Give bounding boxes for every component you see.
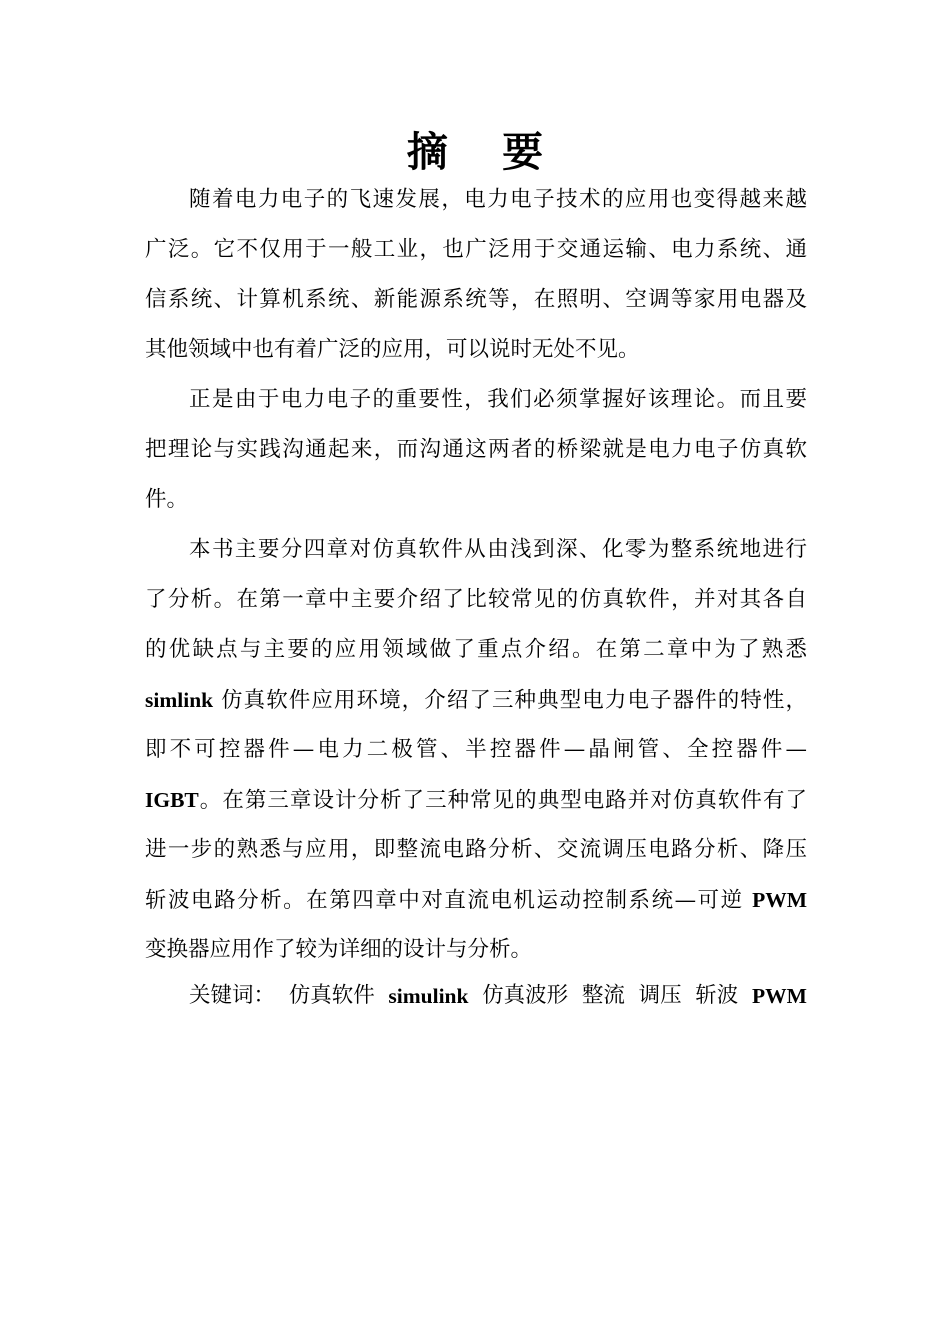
paragraph-2-line: 件。 bbox=[145, 487, 189, 512]
keyword: 调压 bbox=[638, 983, 682, 1008]
keyword: 斩波 bbox=[695, 983, 739, 1008]
line-text: 斩波电路分析。在第四章中对直流电机运动控制系统—可逆 bbox=[145, 888, 753, 913]
paragraph-3-line bbox=[145, 686, 807, 715]
paragraph-3-line bbox=[145, 886, 807, 915]
paragraph-2-line: 把理论与实践沟通起来，而沟通这两者的桥梁就是电力电子仿真软 bbox=[145, 437, 807, 462]
term-simlink: simlink bbox=[145, 688, 214, 712]
keyword: simulink bbox=[388, 984, 469, 1008]
paragraph-3-line: 变换器应用作了较为详细的设计与分析。 bbox=[145, 937, 533, 962]
paragraph-3-line: 进一步的熟悉与应用，即整流电路分析、交流调压电路分析、降压 bbox=[145, 837, 807, 862]
term-igbt: IGBT bbox=[145, 788, 199, 812]
line-text: 仿真软件应用环境，介绍了三种典型电力电子器件的特性， bbox=[213, 688, 807, 713]
paragraph-1-line: 其他领域中也有着广泛的应用，可以说时无处不见。 bbox=[145, 337, 640, 362]
paragraph-3-line: 了分析。在第一章中主要介绍了比较常见的仿真软件，并对其各自 bbox=[145, 587, 807, 612]
paragraph-3-line: 即不可控器件—电力二极管、半控器件—晶闸管、全控器件— bbox=[145, 737, 807, 762]
paragraph-3-line bbox=[145, 786, 807, 815]
keyword: 仿真软件 bbox=[288, 983, 375, 1008]
paragraph-1-line: 信系统、计算机系统、新能源系统等，在照明、空调等家用电器及 bbox=[145, 287, 807, 312]
keyword: 整流 bbox=[581, 983, 625, 1008]
line-text: 。在第三章设计分析了三种常见的典型电路并对仿真软件有了 bbox=[198, 788, 807, 813]
page-title: 摘 要 bbox=[406, 128, 564, 176]
keywords-label: 关键词： bbox=[189, 983, 276, 1008]
paragraph-3-line: 本书主要分四章对仿真软件从由浅到深、化零为整系统地进行 bbox=[189, 537, 807, 562]
paragraph-2-line: 正是由于电力电子的重要性，我们必须掌握好该理论。而且要 bbox=[189, 387, 807, 412]
keywords-row bbox=[189, 982, 807, 1010]
paragraph-1-line: 广泛。它不仅用于一般工业，也广泛用于交通运输、电力系统、通 bbox=[145, 237, 807, 262]
paragraph-3-line: 的优缺点与主要的应用领域做了重点介绍。在第二章中为了熟悉 bbox=[145, 637, 807, 662]
paragraph-1-line: 随着电力电子的飞速发展，电力电子技术的应用也变得越来越 bbox=[189, 187, 807, 212]
term-pwm: PWM bbox=[752, 888, 807, 912]
keyword: PWM bbox=[751, 984, 807, 1008]
keyword: 仿真波形 bbox=[482, 983, 569, 1008]
